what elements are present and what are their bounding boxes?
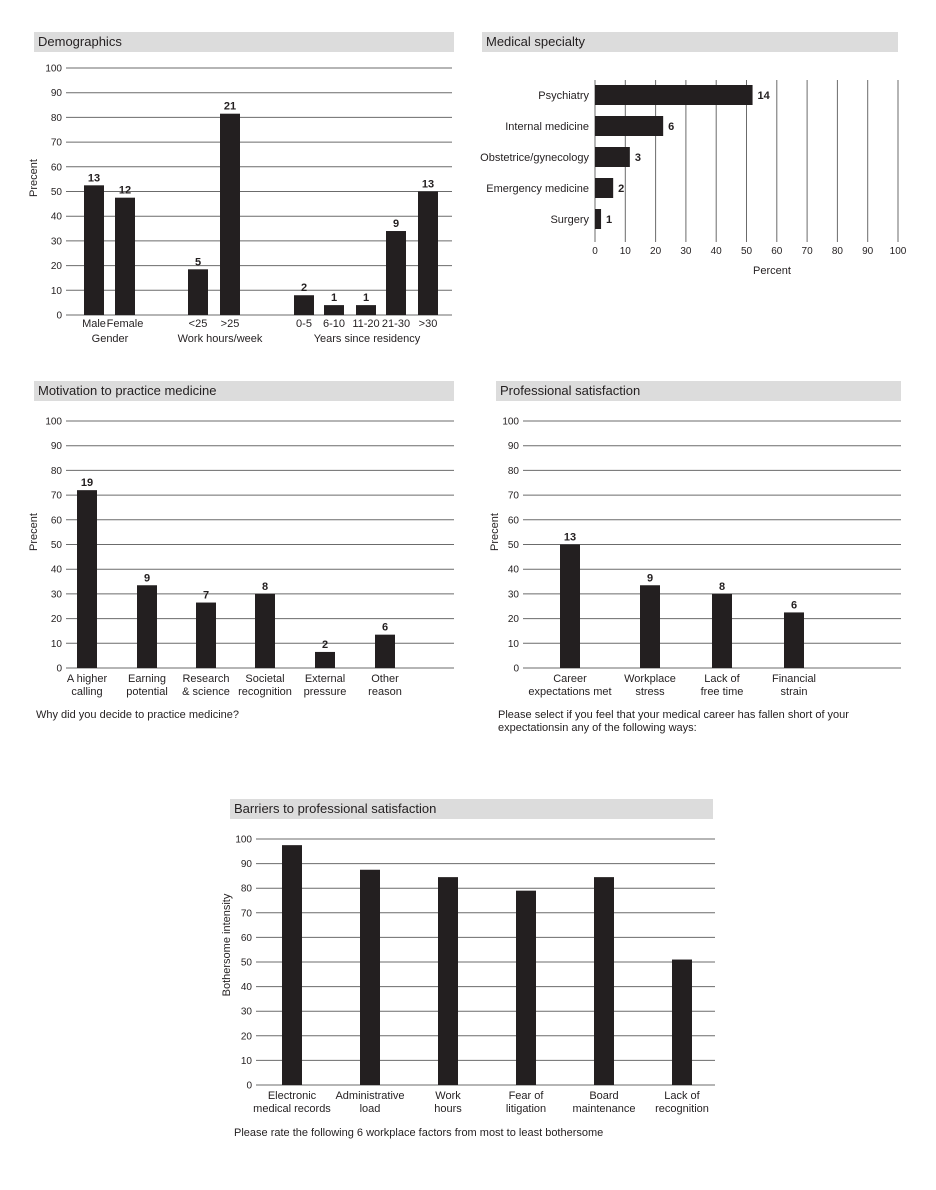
- bar: [115, 198, 135, 315]
- bar: [595, 85, 753, 105]
- y-tick-label: Psychiatry: [538, 90, 589, 102]
- x-tick-label: 80: [831, 246, 843, 257]
- y-tick-label: 40: [240, 982, 252, 994]
- bar: [640, 585, 660, 668]
- x-tick-label: >25: [220, 318, 240, 330]
- y-tick-label: 50: [240, 957, 252, 969]
- chart-title: Motivation to practice medicine: [38, 383, 217, 398]
- y-tick-label: 80: [240, 883, 252, 895]
- chart-medical-specialty: [480, 32, 907, 277]
- y-tick-label: 0: [56, 663, 62, 675]
- bar-value-label: 12: [118, 184, 132, 197]
- bar-value-label: 2: [300, 282, 308, 295]
- bar-value-label: 19: [80, 477, 94, 490]
- x-tick-label: 6-10: [322, 318, 346, 330]
- x-tick-label: Lack of: [704, 673, 740, 685]
- x-tick-label: 0: [592, 246, 598, 257]
- y-tick-label: 90: [240, 859, 252, 871]
- y-tick-label: 70: [50, 490, 62, 502]
- y-tick-label: 20: [240, 1031, 252, 1043]
- chart-title: Professional satisfaction: [500, 383, 641, 398]
- x-tick-label: Board: [589, 1090, 619, 1102]
- bar-value-label: 9: [392, 218, 400, 231]
- y-tick-label: 30: [50, 589, 62, 601]
- y-tick-label: 70: [240, 908, 252, 920]
- chart-caption: Why did you decide to practice medicine?: [36, 709, 239, 721]
- x-tick-label: recognition: [238, 686, 292, 698]
- y-tick-label: 10: [240, 1055, 252, 1067]
- y-tick-label: 10: [50, 638, 62, 650]
- y-tick-label: 50: [507, 540, 519, 551]
- y-tick-label: Internal medicine: [505, 121, 589, 133]
- bar: [188, 269, 208, 315]
- bar: [594, 877, 614, 1085]
- x-tick-label: Earning: [128, 673, 166, 685]
- bar: [595, 116, 663, 136]
- bar: [595, 178, 613, 198]
- y-tick-label: 100: [502, 416, 519, 428]
- bar-value-label: 9: [646, 572, 654, 585]
- bar: [784, 612, 804, 668]
- x-tick-label: Financial: [771, 673, 817, 685]
- bar-value-label: 6: [381, 621, 389, 634]
- x-tick-label: External: [304, 673, 346, 685]
- x-tick-label: calling: [71, 686, 103, 698]
- bar: [560, 545, 580, 669]
- chart-professional-satisfaction: [489, 381, 901, 734]
- bar-value-label: 8: [718, 580, 726, 593]
- bar-value-label: 2: [321, 638, 329, 651]
- x-tick-label: Fear of: [508, 1090, 544, 1102]
- chart-demographics: [28, 32, 454, 345]
- bar: [595, 209, 601, 229]
- bar: [386, 231, 406, 315]
- x-tick-label: strain: [780, 686, 808, 698]
- x-tick-label: A higher: [66, 673, 108, 685]
- y-tick-label: 30: [507, 589, 519, 601]
- y-tick-label: 0: [246, 1080, 252, 1092]
- x-tick-label: 90: [862, 246, 874, 257]
- y-tick-label: 80: [50, 112, 62, 124]
- y-tick-label: 0: [56, 310, 62, 322]
- x-tick-label: 20: [650, 246, 662, 257]
- x-axis-label: Percent: [753, 265, 791, 277]
- bar: [516, 891, 536, 1085]
- x-tick-label: Female: [106, 318, 144, 330]
- chart-motivation: [28, 381, 454, 721]
- x-tick-label: expectations met: [528, 686, 612, 698]
- x-tick-label: potential: [126, 686, 168, 698]
- x-tick-label: maintenance: [572, 1103, 636, 1115]
- bar-value-label: 2: [618, 183, 625, 195]
- bar: [375, 635, 395, 668]
- x-tick-label: medical records: [253, 1103, 331, 1115]
- x-tick-label: stress: [635, 686, 665, 698]
- y-tick-label: 100: [45, 63, 62, 75]
- x-tick-label: litigation: [505, 1103, 547, 1115]
- y-tick-label: 80: [507, 465, 519, 477]
- x-group-label: Gender: [91, 333, 129, 345]
- x-tick-label: 21-30: [381, 318, 411, 330]
- bar-value-label: 1: [330, 292, 338, 305]
- x-tick-label: reason: [368, 686, 402, 698]
- x-tick-label: Other: [371, 673, 399, 685]
- y-axis-label: Precent: [489, 513, 501, 551]
- y-tick-label: Surgery: [550, 214, 589, 226]
- x-tick-label: 0-5: [296, 318, 312, 330]
- bar-value-label: 3: [634, 152, 641, 164]
- x-tick-label: 60: [771, 246, 783, 257]
- bar-value-label: 8: [261, 580, 269, 593]
- bar-value-label: 1: [362, 292, 370, 305]
- x-tick-label: & science: [182, 686, 230, 698]
- chart-title: Medical specialty: [486, 34, 585, 49]
- x-tick-label: <25: [188, 318, 208, 330]
- x-tick-label: Societal: [245, 673, 285, 685]
- bar: [418, 192, 438, 316]
- x-tick-label: >30: [418, 318, 438, 330]
- chart-title: Barriers to professional satisfaction: [234, 801, 437, 816]
- x-tick-label: 50: [740, 246, 753, 257]
- bar-value-label: 1: [606, 214, 613, 226]
- x-tick-label: 30: [680, 246, 692, 257]
- bar-value-label: 9: [143, 572, 151, 585]
- x-tick-label: Research: [182, 673, 230, 685]
- y-tick-label: 80: [50, 465, 62, 477]
- y-tick-label: 90: [50, 88, 62, 100]
- y-tick-label: 70: [50, 137, 62, 149]
- chart-caption: expectationsin any of the following ways:: [498, 722, 697, 734]
- bar-value-label: 13: [421, 178, 435, 191]
- bar: [438, 877, 458, 1085]
- bar: [84, 185, 104, 315]
- x-tick-label: 40: [710, 246, 722, 257]
- x-group-label: Years since residency: [313, 333, 421, 345]
- y-tick-label: 60: [240, 932, 252, 944]
- x-tick-label: 11-20: [352, 318, 380, 330]
- bar: [356, 305, 376, 315]
- x-tick-label: 100: [889, 246, 907, 257]
- x-tick-label: Work: [435, 1090, 461, 1102]
- bar-value-label: 6: [790, 599, 798, 612]
- x-tick-label: 10: [619, 246, 631, 257]
- x-group-label: Work hours/week: [177, 333, 263, 345]
- y-tick-label: 20: [50, 614, 62, 626]
- y-tick-label: 60: [507, 515, 519, 527]
- y-tick-label: Emergency medicine: [486, 183, 589, 195]
- y-tick-label: 100: [235, 834, 252, 846]
- bar: [315, 652, 335, 668]
- bar: [77, 490, 97, 668]
- y-tick-label: 40: [507, 564, 519, 576]
- y-tick-label: 90: [507, 441, 519, 453]
- bar-value-label: 5: [194, 256, 202, 269]
- bar-value-label: 13: [563, 531, 577, 544]
- x-tick-label: Electronic: [267, 1090, 317, 1102]
- x-tick-label: 70: [801, 246, 813, 257]
- y-axis-label: Precent: [28, 159, 40, 197]
- y-axis-label: Precent: [28, 513, 40, 551]
- x-tick-label: recognition: [655, 1103, 709, 1115]
- x-tick-label: free time: [700, 686, 744, 698]
- y-axis-label: Bothersome intensity: [221, 893, 233, 997]
- y-tick-label: 60: [50, 162, 62, 174]
- bar-value-label: 21: [223, 100, 237, 113]
- y-tick-label: Obstetrice/gynecology: [480, 152, 589, 164]
- bar: [282, 845, 302, 1085]
- chart-barriers: [221, 799, 715, 1139]
- y-tick-label: 50: [50, 187, 62, 198]
- y-tick-label: 40: [50, 564, 62, 576]
- y-tick-label: 30: [50, 236, 62, 248]
- y-tick-label: 10: [50, 285, 62, 297]
- y-tick-label: 70: [507, 490, 519, 502]
- bar: [360, 870, 380, 1085]
- bar: [672, 960, 692, 1085]
- bar: [196, 603, 216, 668]
- bar: [324, 305, 344, 315]
- x-tick-label: Career: [553, 673, 587, 685]
- chart-title: Demographics: [38, 34, 122, 49]
- y-tick-label: 30: [240, 1006, 252, 1018]
- x-tick-label: pressure: [303, 686, 347, 698]
- y-tick-label: 50: [50, 540, 62, 551]
- y-tick-label: 40: [50, 211, 62, 223]
- chart-caption: Please rate the following 6 workplace factors from most to least bothersome: [234, 1127, 604, 1139]
- chart-caption: Please select if you feel that your medical career has fallen short of your: [498, 709, 849, 721]
- bar: [712, 594, 732, 668]
- y-tick-label: 90: [50, 441, 62, 453]
- x-tick-label: Administrative: [335, 1090, 405, 1102]
- x-tick-label: Workplace: [624, 673, 676, 685]
- bar: [137, 585, 157, 668]
- y-tick-label: 60: [50, 515, 62, 527]
- x-tick-label: Lack of: [664, 1090, 700, 1102]
- bar: [294, 295, 314, 315]
- y-tick-label: 0: [513, 663, 519, 675]
- bar-value-label: 7: [202, 589, 210, 602]
- y-tick-label: 20: [50, 261, 62, 273]
- x-tick-label: Male: [82, 318, 106, 330]
- bar-value-label: 13: [87, 172, 101, 185]
- x-tick-label: load: [359, 1103, 381, 1115]
- bar: [220, 114, 240, 315]
- bar: [255, 594, 275, 668]
- x-tick-label: hours: [434, 1103, 462, 1115]
- y-tick-label: 20: [507, 614, 519, 626]
- bar: [595, 147, 630, 167]
- y-tick-label: 10: [507, 638, 519, 650]
- bar-value-label: 6: [668, 121, 675, 133]
- bar-value-label: 14: [757, 90, 770, 102]
- y-tick-label: 100: [45, 416, 62, 428]
